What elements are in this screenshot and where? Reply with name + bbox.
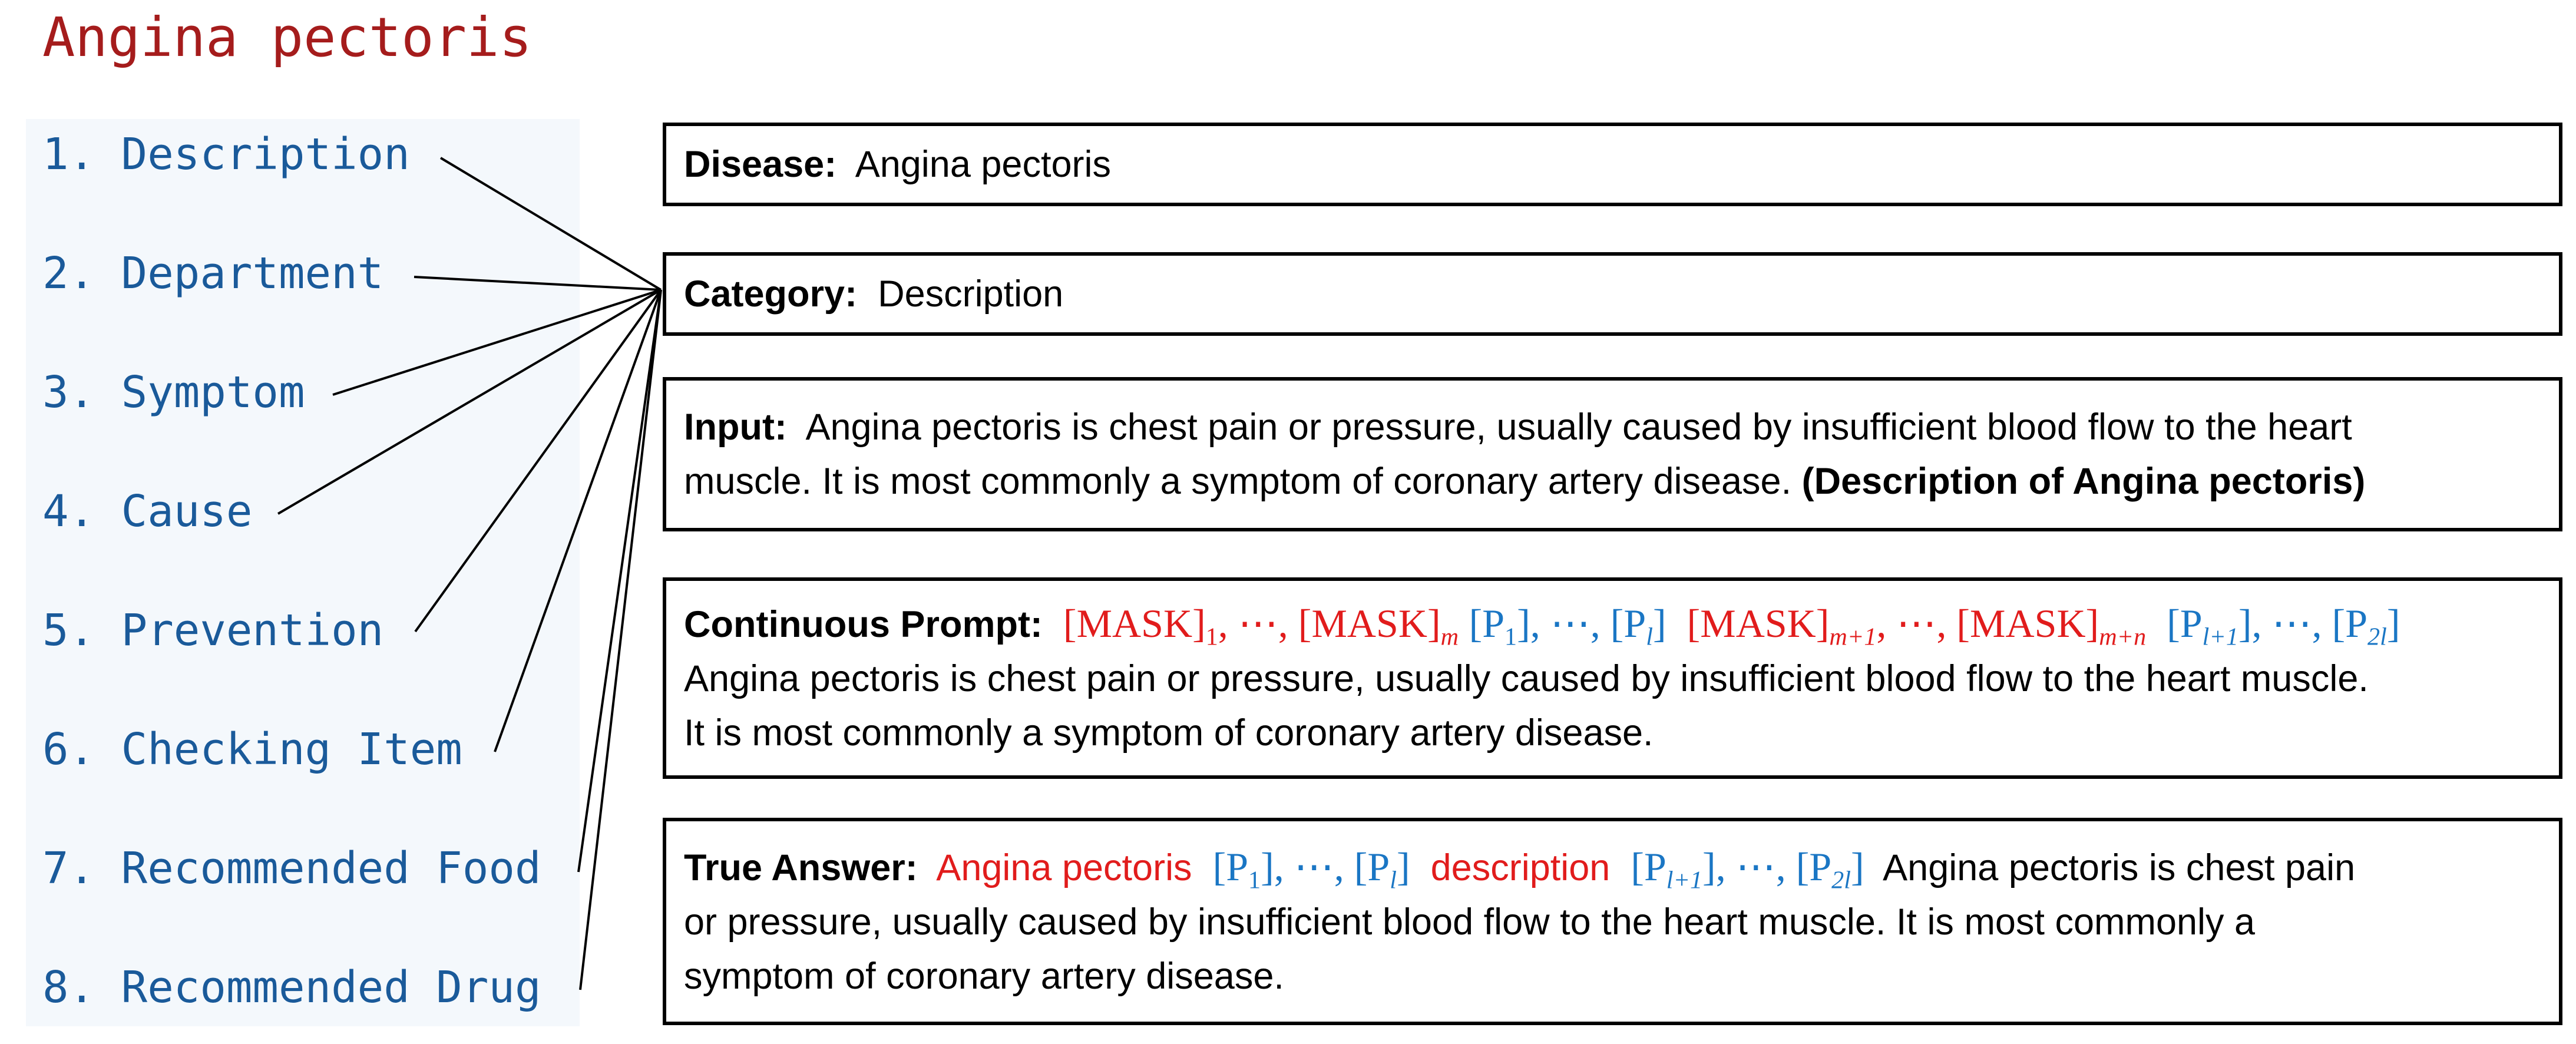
prompt-text-line2: It is most commonly a symptom of coronary artery disease.: [684, 712, 1654, 754]
connector-line-cause: [278, 290, 661, 514]
answer-token-line: [684, 840, 2541, 895]
answer-disease-token: Angina pectoris: [936, 847, 1192, 888]
category-number: 1.: [42, 129, 95, 180]
prompt-text-line1: Angina pectoris is chest pain or pressure, usually caused by insufficient blood flow to the heart muscle.: [684, 658, 2369, 699]
input-text-line1: Angina pectoris is chest pain or pressure, usually caused by insufficient blood flow to the heart: [805, 407, 2352, 448]
category-number: 7.: [42, 843, 95, 894]
answer-text-line2: or pressure, usually caused by insufficient blood flow to the heart muscle. It is most commonly a: [684, 901, 2256, 943]
input-note: (Description of Angina pectoris): [1801, 461, 2366, 502]
category-label: Description: [121, 129, 410, 180]
category-label: Checking Item: [121, 724, 462, 775]
connector-line-checking-item: [495, 290, 661, 752]
category-label: Cause: [121, 486, 253, 537]
category-label: Recommended Drug: [121, 962, 541, 1013]
connector-line-recommended-drug: [580, 290, 661, 990]
category-label: Recommended Food: [121, 843, 541, 894]
prompt-label: Continuous Prompt:: [684, 604, 1043, 645]
input-label: Input:: [684, 407, 787, 448]
category-number: 8.: [42, 962, 95, 1013]
input-box: [663, 377, 2562, 531]
connector-line-prevention: [415, 290, 661, 632]
connector-line-recommended-food: [578, 290, 661, 872]
category-number: 3.: [42, 367, 95, 418]
category-number: 6.: [42, 724, 95, 775]
continuous-prompt-box: [663, 577, 2562, 779]
prompt-token: $[P_{l+1}]$, ⋯, $[P_{2l}]$: [2167, 601, 2400, 651]
answer-label: True Answer:: [684, 847, 918, 888]
category-label: Department: [121, 248, 384, 299]
category-box-label: Category:: [684, 273, 858, 315]
answer-category-token: description: [1430, 847, 1611, 888]
prompt-token: $[P_1]$, ⋯, $[P_l]$: [1469, 601, 1666, 651]
answer-text-line3: symptom of coronary artery disease.: [684, 956, 1284, 997]
category-number: 2.: [42, 248, 95, 299]
true-answer-box: [663, 818, 2562, 1025]
category-box: [663, 252, 2562, 336]
category-label: Prevention: [121, 605, 384, 656]
answer-prompt-token: $[P_1]$, ⋯, $[P_l]$: [1212, 844, 1410, 894]
connector-line-department: [414, 277, 661, 290]
answer-text-line1: Angina pectoris is chest pain: [1883, 847, 2356, 888]
diagram-title: Angina pectoris: [42, 6, 532, 69]
category-number: 4.: [42, 486, 95, 537]
category-number: 5.: [42, 605, 95, 656]
mask-token: $[MASK]_{m+1}$, ⋯, $[MASK]_{m+n}$: [1687, 601, 2147, 651]
disease-label: Disease:: [684, 144, 837, 185]
disease-box: [663, 123, 2562, 206]
connector-line-symptom: [333, 290, 661, 395]
connector-line-description: [441, 158, 661, 290]
disease-value: Angina pectoris: [855, 144, 1111, 185]
prompt-token-line: [684, 596, 2541, 652]
input-text-line2: muscle. It is most commonly a symptom of coronary artery disease.: [684, 461, 1792, 502]
category-label: Symptom: [121, 367, 305, 418]
category-box-value: Description: [878, 273, 1064, 315]
mask-token: $[MASK]_1$, ⋯, $[MASK]_m$: [1063, 601, 1459, 651]
answer-prompt-token: $[P_{l+1}]$, ⋯, $[P_{2l}]$: [1631, 844, 1864, 894]
